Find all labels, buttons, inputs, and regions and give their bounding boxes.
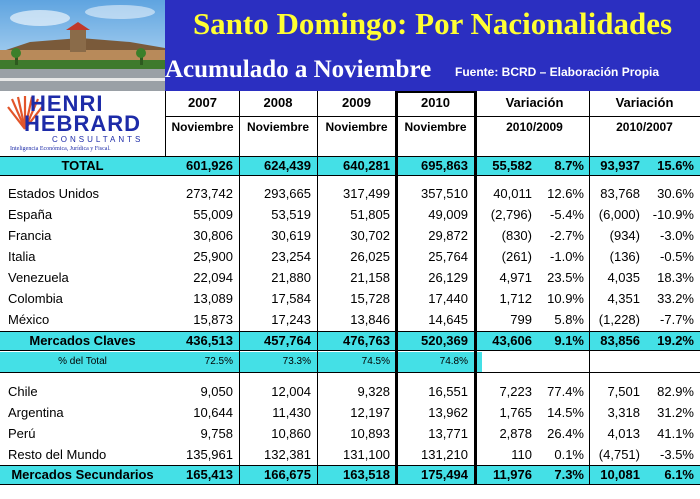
col-subheader-period: 2010/2007 [616, 120, 673, 134]
country-cell: 21,880 [271, 270, 311, 285]
col-divider [239, 91, 240, 484]
airport-photo [0, 0, 165, 91]
country-label: Italia [8, 249, 36, 264]
col-subheader-period: 2010/2009 [506, 120, 563, 134]
col-subheader-month: Noviembre [404, 120, 467, 134]
country-cell: 7,223 [499, 384, 532, 399]
col-header-year: 2007 [188, 95, 217, 110]
row-divider [0, 350, 700, 351]
country-cell: -3.5% [660, 447, 694, 462]
mercados-secundarios-cell: 10,081 [600, 467, 640, 482]
country-cell: 17,584 [271, 291, 311, 306]
row-divider [0, 484, 700, 485]
country-cell: 18.3% [657, 270, 694, 285]
country-cell: 9,758 [200, 426, 233, 441]
country-cell: 14,645 [428, 312, 468, 327]
total-cell: 8.7% [554, 158, 584, 173]
mercados-secundarios-cell: 175,494 [421, 467, 468, 482]
col-divider-2010-right [474, 91, 477, 484]
col-divider [317, 91, 318, 484]
col-2010-top-border [395, 91, 477, 93]
country-cell: 26.4% [547, 426, 584, 441]
logo-consultants: CONSULTANTS [52, 135, 144, 144]
col-subheader-month: Noviembre [246, 120, 310, 134]
country-label: Argentina [8, 405, 64, 420]
mercados-claves-cell: 457,764 [264, 333, 311, 348]
mercados-claves-label: Mercados Claves [29, 333, 136, 348]
country-cell: -5.4% [550, 207, 584, 222]
country-cell: 10,860 [271, 426, 311, 441]
country-label: Francia [8, 228, 52, 243]
mercados-claves-cell: 436,513 [186, 333, 233, 348]
country-cell: 21,158 [350, 270, 390, 285]
country-cell: 13,089 [193, 291, 233, 306]
country-cell: 82.9% [657, 384, 694, 399]
total-cell: 695,863 [421, 158, 468, 173]
country-cell: 33.2% [657, 291, 694, 306]
total-label: TOTAL [61, 158, 104, 173]
country-cell: 31.2% [657, 405, 694, 420]
country-cell: 55,009 [193, 207, 233, 222]
henri-hebrard-logo [0, 91, 165, 155]
country-cell: (261) [501, 249, 532, 264]
country-cell: 23.5% [547, 270, 584, 285]
col-divider-2010-left [395, 91, 398, 484]
country-cell: 26,025 [350, 249, 390, 264]
country-cell: 131,210 [421, 447, 468, 462]
country-cell: (934) [609, 228, 640, 243]
mercados-claves-cell: 19.2% [657, 333, 694, 348]
country-cell: 799 [510, 312, 532, 327]
country-label: México [8, 312, 50, 327]
country-cell: 13,771 [428, 426, 468, 441]
country-cell: 4,013 [607, 426, 640, 441]
country-cell: 30,806 [193, 228, 233, 243]
country-cell: 77.4% [547, 384, 584, 399]
country-cell: 15,873 [193, 312, 233, 327]
country-cell: 1,765 [499, 405, 532, 420]
mercados-secundarios-cell: 166,675 [264, 467, 311, 482]
country-cell: 13,962 [428, 405, 468, 420]
country-cell: 26,129 [428, 270, 468, 285]
country-cell: 132,381 [264, 447, 311, 462]
country-cell: 17,243 [271, 312, 311, 327]
country-cell: 9,328 [357, 384, 390, 399]
country-label: Venezuela [8, 270, 69, 285]
country-cell: -2.7% [550, 228, 584, 243]
country-cell: 25,900 [193, 249, 233, 264]
country-cell: 16,551 [428, 384, 468, 399]
country-cell: 273,742 [186, 186, 233, 201]
country-label: España [8, 207, 53, 222]
country-cell: 30,702 [350, 228, 390, 243]
country-cell: 10,893 [350, 426, 390, 441]
country-cell: 41.1% [657, 426, 694, 441]
logo-word-hebrard: HEBRARD [24, 111, 141, 136]
country-cell: 4,035 [607, 270, 640, 285]
logo-tagline: Inteligencia Económica, Jurídica y Fiscal. [10, 146, 111, 152]
mercados-secundarios-cell: 11,976 [492, 467, 532, 482]
country-cell: -1.0% [550, 249, 584, 264]
col-header-year: 2008 [263, 95, 293, 110]
country-cell: 25,764 [428, 249, 468, 264]
country-cell: 10,644 [193, 405, 233, 420]
country-cell: 131,100 [343, 447, 390, 462]
country-cell: 5.8% [554, 312, 584, 327]
country-cell: 357,510 [421, 186, 468, 201]
country-cell: 110 [511, 447, 532, 462]
country-cell: 23,254 [271, 249, 311, 264]
pct-total-cell: 73.3% [282, 356, 311, 367]
country-cell: 4,351 [607, 291, 640, 306]
country-label: Colombia [8, 291, 63, 306]
country-cell: (1,228) [598, 312, 640, 327]
col-header-variacion: Variación [615, 95, 674, 110]
page-title: Santo Domingo: Por Nacionalidades [192, 6, 673, 41]
total-cell: 93,937 [600, 158, 640, 173]
country-cell: 83,768 [600, 186, 640, 201]
country-cell: (830) [501, 228, 532, 243]
country-cell: (2,796) [490, 207, 532, 222]
col-divider [165, 91, 166, 156]
country-cell: 12.6% [547, 186, 584, 201]
mercados-secundarios-cell: 6.1% [664, 467, 694, 482]
header-divider [166, 116, 700, 117]
country-cell: 53,519 [271, 207, 311, 222]
country-cell: 293,665 [264, 186, 311, 201]
total-cell: 15.6% [657, 158, 694, 173]
country-label: Estados Unidos [8, 186, 100, 201]
country-cell: -10.9% [652, 207, 694, 222]
country-cell: (136) [609, 249, 640, 264]
country-cell: 7,501 [607, 384, 640, 399]
country-cell: -0.5% [660, 249, 694, 264]
col-subheader-month: Noviembre [171, 120, 234, 134]
total-cell: 624,439 [264, 158, 311, 173]
country-cell: 12,197 [350, 405, 390, 420]
mercados-secundarios-cell: 165,413 [186, 467, 233, 482]
country-cell: 1,712 [499, 291, 532, 306]
row-divider [0, 175, 700, 176]
country-cell: 0.1% [554, 447, 584, 462]
pct-total-cell: 74.8% [439, 356, 468, 367]
country-cell: 135,961 [186, 447, 233, 462]
country-cell: 30,619 [271, 228, 311, 243]
mercados-claves-cell: 43,606 [492, 333, 532, 348]
country-cell: 49,009 [428, 207, 468, 222]
total-cell: 601,926 [186, 158, 233, 173]
col-header-variacion: Variación [505, 95, 564, 110]
country-cell: (6,000) [598, 207, 640, 222]
pct-total-cell: 74.5% [361, 356, 390, 367]
logo-word-henri: HENRI [30, 91, 104, 116]
country-cell: 317,499 [343, 186, 390, 201]
country-cell: 10.9% [547, 291, 584, 306]
country-cell: 4,971 [499, 270, 532, 285]
total-cell: 55,582 [492, 158, 532, 173]
country-cell: 17,440 [428, 291, 468, 306]
country-cell: 22,094 [193, 270, 233, 285]
country-cell: 11,430 [272, 405, 311, 420]
mercados-secundarios-cell: 163,518 [343, 467, 390, 482]
mercados-claves-cell: 520,369 [421, 333, 468, 348]
col-header-year: 2009 [342, 95, 371, 110]
mercados-claves-cell: 476,763 [343, 333, 390, 348]
row-divider [0, 372, 700, 373]
country-cell: 13,846 [350, 312, 390, 327]
country-cell: 30.6% [657, 186, 694, 201]
page-subtitle: Acumulado a Noviembre [165, 56, 432, 83]
mercados-claves-cell: 83,856 [600, 333, 640, 348]
mercados-secundarios-label: Mercados Secundarios [11, 467, 154, 482]
pct-total-label: % del Total [58, 356, 107, 367]
country-cell: -7.7% [660, 312, 694, 327]
mercados-claves-cell: 9.1% [554, 333, 584, 348]
country-cell: 51,805 [350, 207, 390, 222]
pct-total-cell: 72.5% [204, 356, 233, 367]
country-cell: 14.5% [547, 405, 584, 420]
country-cell: 9,050 [200, 384, 233, 399]
country-cell: 3,318 [607, 405, 640, 420]
country-label: Resto del Mundo [8, 447, 107, 462]
col-divider [589, 91, 590, 484]
country-cell: -3.0% [660, 228, 694, 243]
source-note: Fuente: BCRD – Elaboración Propia [455, 65, 660, 79]
col-header-year: 2010 [421, 95, 450, 110]
country-cell: 40,011 [493, 186, 532, 201]
mercados-secundarios-cell: 7.3% [554, 467, 584, 482]
country-cell: (4,751) [598, 447, 640, 462]
country-label: Chile [8, 384, 38, 399]
country-cell: 15,728 [350, 291, 390, 306]
total-cell: 640,281 [343, 158, 390, 173]
country-label: Perú [8, 426, 36, 441]
country-cell: 2,878 [499, 426, 532, 441]
country-cell: 12,004 [271, 384, 311, 399]
country-cell: 29,872 [428, 228, 468, 243]
col-subheader-month: Noviembre [325, 120, 388, 134]
